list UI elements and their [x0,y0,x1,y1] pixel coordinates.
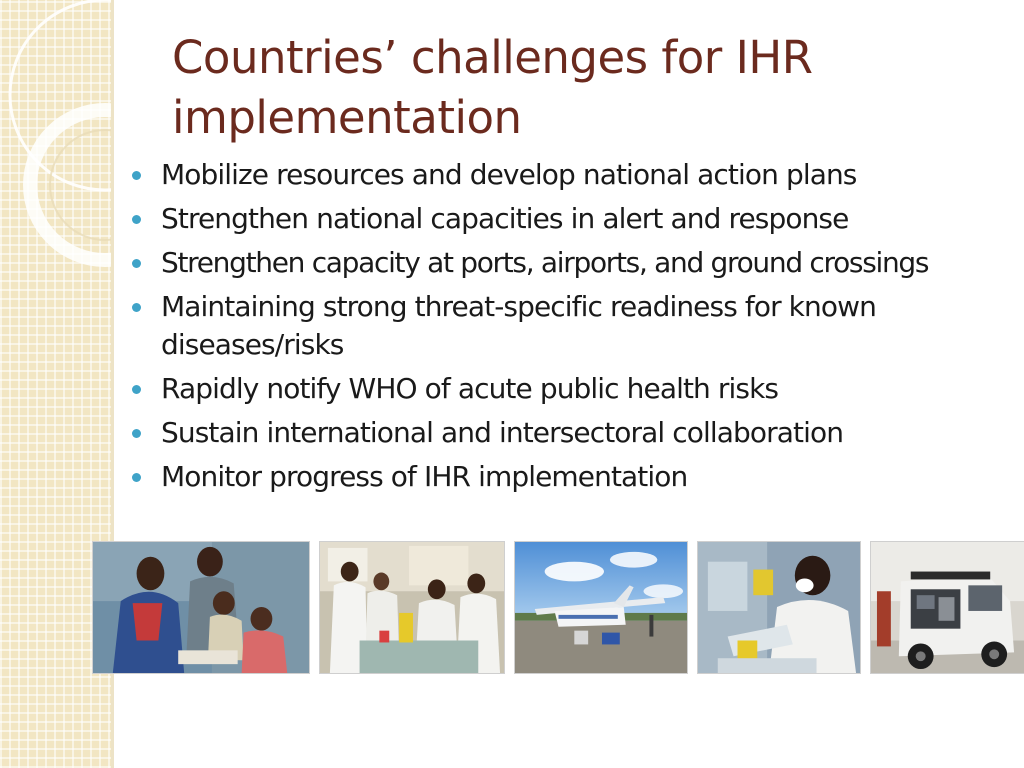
bullet-item [132,156,1017,194]
bullet-item [132,370,1017,408]
bullet-text: Mobilize resources and develop national action plans [161,158,857,191]
lab-technician-with-mask-photo [697,541,861,674]
bullet-item [132,414,1017,452]
bullet-marker-icon [132,171,141,180]
bullet-list [132,156,1017,502]
bullet-text: Strengthen capacity at ports, airports, and ground crossings [161,246,929,279]
health-worker-with-children-photo [92,541,310,674]
bullet-marker-icon [132,473,141,482]
bullet-item [132,458,1017,496]
slide-title: Countries’ challenges for IHR implementation [172,31,813,144]
bullet-text: Rapidly notify WHO of acute public health risks [161,372,779,405]
bullet-marker-icon [132,259,141,268]
small-airplane-on-airstrip-photo [514,541,688,674]
bullet-item [132,244,1017,282]
laboratory-workers-photo [319,541,505,674]
field-vehicle-photo [870,541,1024,674]
bullet-text: Monitor progress of IHR implementation [161,460,688,493]
bullet-marker-icon [132,429,141,438]
bullet-item [132,200,1017,238]
bullet-text: Strengthen national capacities in alert and response [161,202,849,235]
bullet-item [132,288,1017,364]
bullet-text: Sustain international and intersectoral collaboration [161,416,844,449]
bullet-marker-icon [132,303,141,312]
bullet-marker-icon [132,215,141,224]
bullet-marker-icon [132,385,141,394]
bullet-text: Maintaining strong threat-specific readiness for known diseases/risks [161,290,876,361]
